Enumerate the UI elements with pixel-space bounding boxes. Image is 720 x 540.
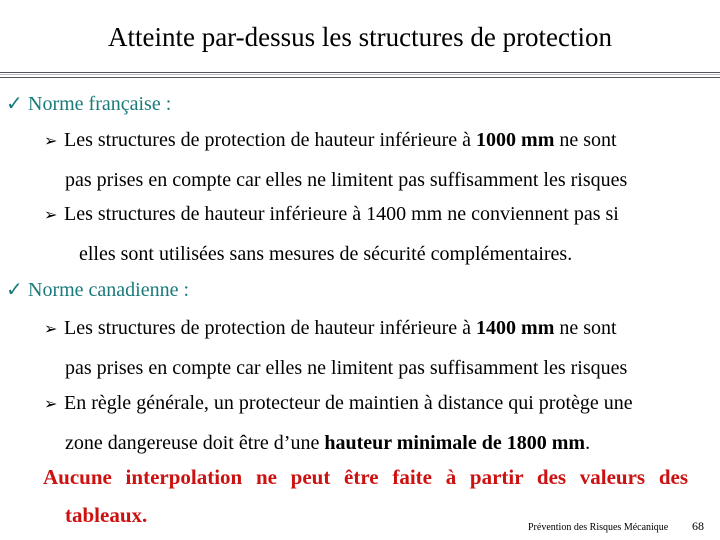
arrow-bullet-icon: ➢: [44, 133, 58, 150]
checkmark-icon: ✓: [6, 93, 23, 115]
section-heading-canadian: [6, 278, 189, 302]
arrow-bullet-icon: ➢: [44, 207, 58, 224]
section-heading-french: [6, 92, 171, 116]
bullet-item: ➢ Les structures de hauteur inférieure à 1400 mm ne conviennent pas si elles sont utilisées sans mesures de sécurité complémentaires.: [44, 195, 688, 273]
warning-note: Aucune interpolation ne peut être faite à partir des valeurs des tableaux.: [43, 465, 688, 527]
page-number: 68: [692, 519, 704, 533]
bullet-item: ➢ En règle générale, un protecteur de maintien à distance qui protège une zone dangereuse doit être d’une hauteur minimale de 1800 mm.: [44, 384, 688, 462]
minimum-height-value: hauteur minimale de 1800 mm: [324, 432, 586, 454]
height-value: 1400 mm: [476, 317, 555, 339]
section-heading-label: Norme française :: [28, 93, 172, 115]
title-divider: [0, 72, 720, 78]
section-heading-label: Norme canadienne :: [28, 279, 190, 301]
bullet-item: ➢ Les structures de protection de hauteur inférieure à 1400 mm ne sont pas prises en compte car elles ne limitent pas suffisamment les risques: [44, 309, 688, 387]
bullet-item: ➢ Les structures de protection de hauteur inférieure à 1000 mm ne sont pas prises en compte car elles ne limitent pas suffisamment les risques: [44, 121, 688, 199]
checkmark-icon: ✓: [6, 279, 23, 301]
footer-text: Prévention des Risques Mécanique: [528, 522, 669, 533]
arrow-bullet-icon: ➢: [44, 396, 58, 413]
height-value: 1000 mm: [476, 129, 555, 151]
arrow-bullet-icon: ➢: [44, 321, 58, 338]
slide-title: Atteinte par-dessus les structures de protection: [107, 22, 613, 52]
